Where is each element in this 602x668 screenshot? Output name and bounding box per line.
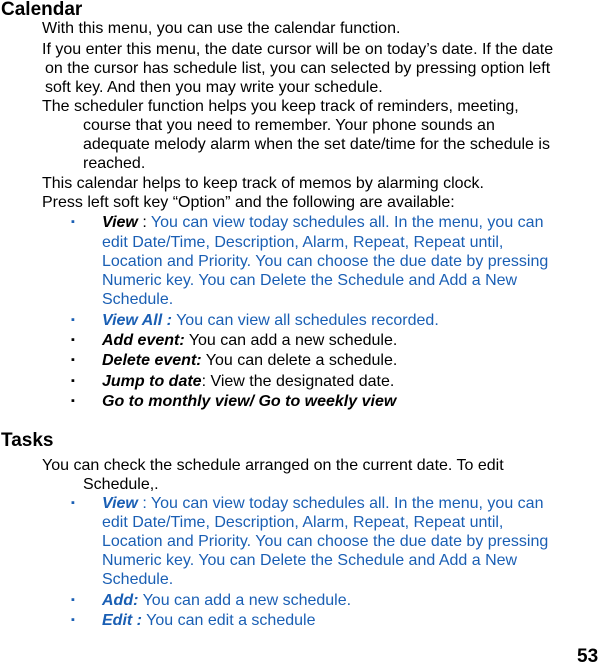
calendar-paragraph: soft key. And then you may write your schedule. — [45, 79, 383, 96]
option-term: View All : — [102, 312, 172, 329]
calendar-option-add-event — [102, 331, 397, 350]
option-description: edit Date/Time, Description, Alarm, Repeat, Repeat until, — [102, 514, 504, 531]
option-description: Schedule. — [102, 291, 174, 308]
option-description: Location and Priority. You can choose the due date by pressing — [102, 533, 549, 550]
option-description: You can delete a schedule. — [205, 352, 398, 369]
bullet-icon: ▪ — [71, 614, 75, 626]
option-description: View the designated date. — [210, 373, 395, 390]
option-description: You can view today schedules all. In the menu, you can — [150, 214, 544, 231]
calendar-paragraph: The scheduler function helps you keep track of reminders, meeting, — [42, 98, 519, 115]
calendar-option-delete-event — [102, 351, 397, 370]
calendar-paragraph: With this menu, you can use the calendar function. — [42, 20, 401, 37]
calendar-paragraph: This calendar helps to keep track of memos by alarming clock. — [42, 175, 484, 192]
calendar-paragraph: Press left soft key “Option” and the following are available: — [42, 194, 455, 211]
calendar-paragraph: If you enter this menu, the date cursor will be on today’s date. If the date — [42, 41, 554, 58]
calendar-paragraph: reached. — [83, 155, 146, 172]
option-description: You can add a new schedule. — [188, 332, 398, 349]
option-term: Edit : — [102, 612, 142, 629]
bullet-icon: ▪ — [71, 375, 75, 387]
bullet-icon: ▪ — [71, 354, 75, 366]
tasks-paragraph: Schedule,. — [83, 476, 159, 493]
tasks-option-view — [102, 494, 543, 513]
bullet-icon: ▪ — [71, 497, 75, 509]
option-term: View — [102, 495, 138, 512]
bullet-icon: ▪ — [71, 395, 75, 407]
tasks-heading: Tasks — [1, 430, 54, 451]
option-term: Add event: — [102, 332, 185, 349]
option-term: Add: — [102, 592, 139, 609]
option-separator: : — [201, 373, 211, 390]
option-description: Numeric key. You can Delete the Schedule and Add a New — [102, 552, 518, 569]
calendar-option-go-to-view — [102, 392, 396, 411]
option-term: Go to monthly view/ Go to weekly view — [102, 393, 397, 410]
bullet-icon: ▪ — [71, 334, 75, 346]
option-term: Delete event: — [102, 352, 202, 369]
calendar-heading: Calendar — [1, 0, 83, 20]
calendar-paragraph: on the cursor has schedule list, you can selected by pressing option left — [45, 60, 551, 77]
option-term: View — [102, 214, 138, 231]
calendar-paragraph: adequate melody alarm when the set date/time for the schedule is — [83, 136, 550, 153]
option-description: Location and Priority. You can choose the due date by pressing — [102, 253, 549, 270]
bullet-icon: ▪ — [71, 216, 75, 228]
option-description: edit Date/Time, Description, Alarm, Repeat, Repeat until, — [102, 234, 504, 251]
bullet-icon: ▪ — [71, 594, 75, 606]
option-description: You can view all schedules recorded. — [176, 312, 439, 329]
option-separator: : — [137, 495, 151, 512]
page-number: 53 — [577, 646, 599, 667]
option-separator: : — [137, 214, 151, 231]
calendar-paragraph: course that you need to remember. Your phone sounds an — [83, 117, 495, 134]
option-description: Schedule. — [102, 571, 174, 588]
calendar-option-view — [102, 213, 543, 232]
tasks-option-edit — [102, 611, 315, 630]
option-description: You can edit a schedule — [146, 612, 316, 629]
bullet-icon: ▪ — [71, 314, 75, 326]
option-description: You can view today schedules all. In the menu, you can — [150, 495, 544, 512]
option-term: Jump to date — [102, 373, 202, 390]
tasks-paragraph: You can check the schedule arranged on the current date. To edit — [42, 457, 504, 474]
option-description: You can add a new schedule. — [142, 592, 352, 609]
tasks-option-add — [102, 591, 351, 610]
calendar-option-view-all — [102, 311, 439, 330]
calendar-option-jump-to-date — [102, 372, 394, 391]
option-description: Numeric key. You can Delete the Schedule and Add a New — [102, 272, 518, 289]
